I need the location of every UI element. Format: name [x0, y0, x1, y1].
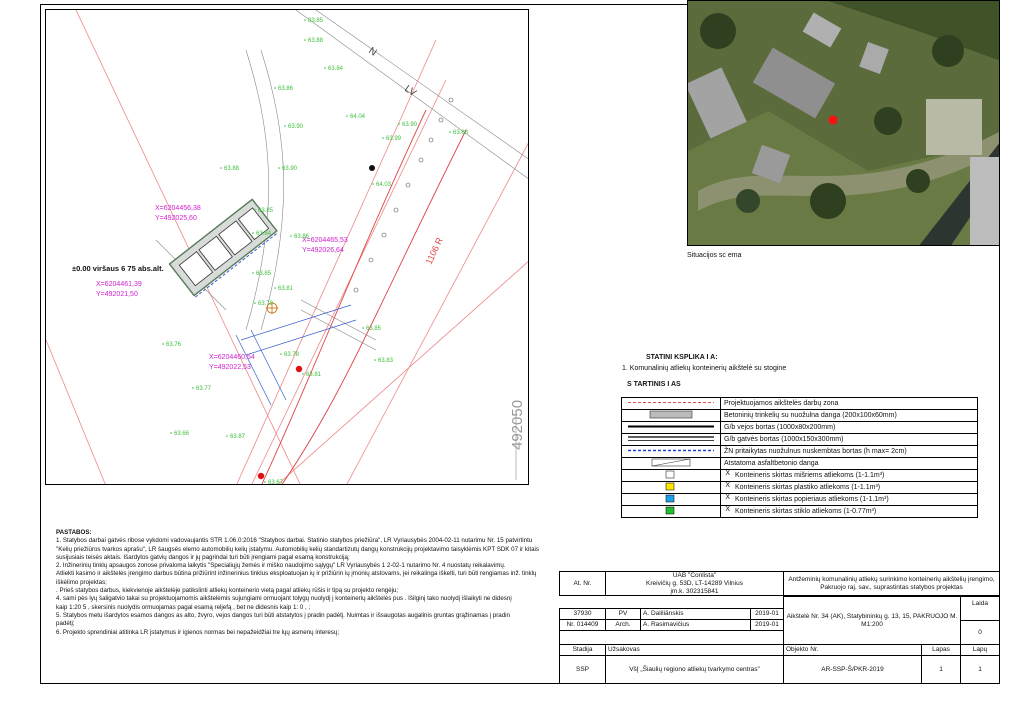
- elevation-spot: 63.66: [174, 431, 190, 437]
- notes-title: PASTABOS:: [56, 529, 92, 536]
- elevation-spot: 63.88: [453, 130, 469, 136]
- aerial-photo: [687, 0, 1000, 246]
- elevation-dot: [278, 167, 280, 169]
- elevation-dot: [226, 435, 228, 437]
- note-line: padėtį;: [56, 620, 75, 628]
- legend-row: [622, 434, 978, 446]
- legend-title-symbols: S TARTINIS I AS: [627, 381, 681, 388]
- legend-label: Konteineris skirtas plastiko atliekoms (1-1.1m³): [721, 482, 978, 494]
- note-line: . Prieš statybos darbus, kiekvienoje aikštelėje patikslinti atliekų konteinerio vietą pagal atliekų rūšis ir tipą su projekto rengėju;: [56, 587, 399, 595]
- elevation-dot: [346, 115, 348, 117]
- company-address: Kreivičių g. 53D, LT-14289 Vilnius: [646, 579, 743, 587]
- role: PV: [605, 608, 641, 620]
- coord-x-label: X=6204461,39: [96, 281, 142, 288]
- north-label: N: [366, 45, 379, 59]
- location-marker: [829, 116, 838, 125]
- note-line: 1. Statybos darbai gatvės ribose vykdomi vadovaujantis STR 1.06.0:2016 "Statybos darbai. Statinio statybos priežiūra", LR Vyriausybės 2004-02-11 nutarimu Nr. 15 patvirtintu: [56, 537, 533, 545]
- elevation-spot: 63.86: [278, 86, 294, 92]
- cert-number: 37930: [559, 608, 606, 620]
- elevation-spot: 63.79: [258, 301, 274, 307]
- legend-label: Betoninių trinkelių su nuožulna danga (200x100x60mm): [721, 410, 978, 422]
- coord-y-label: Y=492022,53: [209, 364, 251, 371]
- note-line: "Kelių priežiūros tvarkos aprašu", LR šaugsės elemo automobilių kelių įstatymu. Automobilių kelių standartizutų dangų konstrukcijų projektavimo taisyklėmis KPT SDK 07 ir kitais: [56, 545, 539, 553]
- elevation-dot: [449, 131, 451, 133]
- elevation-spot: 64.03: [376, 182, 392, 188]
- uzsakovas-value: VšĮ „Šiaulių regiono atliekų tvarkymo centras": [605, 655, 784, 684]
- container-mark: X: [725, 482, 730, 489]
- legend-symbol: [622, 458, 721, 470]
- legend-symbol: [622, 434, 721, 446]
- legend-row: [622, 422, 978, 434]
- elevation-spot: 63.77: [196, 386, 212, 392]
- coord-y-label: Y=492025,60: [155, 215, 197, 222]
- elevation-spot: 63.84: [256, 231, 272, 237]
- elevation-spot: 63.85: [258, 208, 274, 214]
- legend-symbol: [622, 446, 721, 458]
- elevation-spot: 63.81: [278, 286, 294, 292]
- elevation-spot: 63.84: [328, 66, 344, 72]
- person-name: A. Daliliānskis: [640, 608, 751, 620]
- legend-label: Konteineris skirtas popieriaus atliekoms (1-1.1m³): [721, 494, 978, 506]
- elevation-dot: [362, 327, 364, 329]
- side-coordinate: 492050: [509, 399, 526, 450]
- legend-item-1: 1. Komunalinių atliekų konteinerių aikštelė su stogine: [622, 365, 787, 372]
- elevation-dot: [254, 302, 256, 304]
- person-name: A. Rasimavičius: [640, 619, 751, 631]
- lapas-label: Lapas: [921, 644, 961, 656]
- objekto-label: Objekto Nr.: [783, 644, 922, 656]
- elevation-spot: 63.90: [282, 166, 298, 172]
- elevation-spot: 63.88: [308, 38, 324, 44]
- legend-symbol: [622, 398, 721, 410]
- date: 2019-01: [750, 608, 784, 620]
- legend-symbol: [622, 482, 730, 494]
- elevation-dot: [398, 123, 400, 125]
- legend-row: [622, 482, 978, 494]
- elevation-spot: 83.85: [308, 18, 324, 24]
- note-line: iškėlimo projektas;: [56, 578, 107, 586]
- elevation-dot: [192, 387, 194, 389]
- coord-y-label: Y=492021,50: [96, 291, 138, 298]
- note-line: 2. Inžinerinių tinklų apsaugos zonose privaloma laikytis "Specialiųjų žemės ir miško naudojimo sąlygų" LR Vyriausybės 1 2-02-1 nutarimo Nr. 4 nuostatų reikalavimų.: [56, 562, 506, 570]
- photo-caption: Situacijos sc ema: [687, 252, 742, 259]
- legend-row: [622, 506, 978, 518]
- elevation-dot: [324, 67, 326, 69]
- legend-label: Atstatoma asfaltbetonio danga: [721, 458, 978, 470]
- site-address: Aikštelė Nr. 34 (AK), Statybininkų g. 13, 15, PAKRUOJO M.: [786, 612, 958, 620]
- road-label: 1106 R: [423, 235, 445, 266]
- elevation-dot: [304, 19, 306, 21]
- elevation-dot: [274, 287, 276, 289]
- elevation-spot: 63.86: [294, 234, 310, 240]
- elevation-spot: 63.88: [224, 166, 240, 172]
- elevation-dot: [252, 272, 254, 274]
- legend-table: [621, 397, 978, 518]
- elevation-dot: [290, 235, 292, 237]
- elevation-spot: 63.99: [386, 136, 402, 142]
- elevation-spot: 63.90: [288, 124, 304, 130]
- note-line: 4. sami pės lyų šaligatvio takai su projektuojamomis aikštelėmis sujungiami ormuojant tolygų nuolydį į konteinerių aikštelės pus . Išilginį tako nuolydį išlaikyti ne didesnį: [56, 595, 512, 603]
- elevation-spot: 63.76: [166, 342, 182, 348]
- elevation-dot: [284, 125, 286, 127]
- elevation-dot: [220, 167, 222, 169]
- legend-label: ŽN pritaikytas nuožulnus nuskembtas bortas (h max= 2cm): [721, 446, 978, 458]
- company-name: UAB "Conlista": [672, 571, 717, 579]
- coord-x-label: X=6204460,54: [209, 354, 255, 361]
- elevation-label: ±0.00 viršaus 6 75 abs.alt.: [72, 264, 164, 273]
- legend-row: [622, 494, 978, 506]
- legend-label: G/b vejos bortas (1000x80x200mm): [721, 422, 978, 434]
- elevation-spot: 63.85: [366, 326, 382, 332]
- project-title: Antžeminių komunalinių atliekų surinkimo konteinerių aikštelių įrengimo, Pakruojo raj. sav., suprastintas statybos projektas: [783, 571, 1000, 596]
- legend-row: [622, 410, 978, 422]
- survey-point-red: [296, 366, 302, 372]
- legend-label: Konteineris skirtas mišriems atliekoms (1-1.1m³): [721, 470, 978, 482]
- elevation-dot: [264, 481, 266, 483]
- legend-label: Konteineris skirtas stiklo atliekoms (1-0.77m³): [721, 506, 978, 518]
- legend-label: Projektuojamos aikštelės darbų zona: [721, 398, 978, 410]
- note-line: kaip 1:20 5 , skersinis nuolydis ormuojamas pagal esamą reljefą , bet ne didesnis kaip 1: 0 , ;: [56, 603, 311, 611]
- company-code: įm.k. 302315841: [670, 587, 719, 595]
- date: 2019-01: [750, 619, 784, 631]
- note-line: Atliekti kasimo ir aikštelės įrengimo darbus būtina prižiūrint inžinerinius tinklus eksploatuojan ių ir prižiūrin ių įmonių atstovams, jei reikalinga iškelti, turi būti rengiamas inž. tinklų: [56, 570, 537, 578]
- legend-row: [622, 470, 978, 482]
- legend-symbol: [622, 422, 721, 434]
- stadija-label: Stadija: [559, 644, 606, 656]
- site-plan: [45, 9, 529, 485]
- container-mark: X: [725, 494, 730, 501]
- legend-title-explication: STATINI KSPLIKA I A:: [646, 354, 718, 361]
- container-mark: X: [725, 506, 730, 513]
- elevation-dot: [304, 39, 306, 41]
- elevation-dot: [254, 209, 256, 211]
- coord-x-label: X=6204456,38: [155, 205, 201, 212]
- legend-label: G/b gatvės bortas (1000x150x300mm): [721, 434, 978, 446]
- legend-row: [622, 446, 978, 458]
- note-line: susijusiais teisės aktais. Išardytos gatvių dangos ir jų pagrindai turi būti įrengiami pagal esamą konstrukciją;: [56, 553, 350, 561]
- note-line: 5. Statybos metu išardytos esamos dangos as alto, žvyro, vejos dangos turi būti atstatytos į pradin padėtį. Nuimtas ir išsaugotas augalinis gruntas grąžinamas į pradin: [56, 611, 510, 619]
- elevation-dot: [302, 373, 304, 375]
- objekto-value: AR-SSP-Š/PKR-2019: [783, 655, 922, 684]
- laida-value: 0: [960, 620, 1000, 645]
- survey-point-red: [258, 473, 264, 479]
- lapu-value: 1: [960, 655, 1000, 684]
- coord-y-label: Y=492026,64: [302, 247, 344, 254]
- role: Arch.: [605, 619, 641, 631]
- legend-symbol: [622, 470, 730, 482]
- survey-point-black: [369, 165, 375, 171]
- legend-symbol: [622, 410, 721, 422]
- legend-row: [622, 458, 978, 470]
- elevation-spot: 63.67: [268, 480, 284, 485]
- uzsakovas-label: Užsakovas: [605, 644, 784, 656]
- elevation-dot: [162, 343, 164, 345]
- stadija-value: SSP: [559, 655, 606, 684]
- site-plan-drawing: [46, 10, 529, 485]
- elevation-dot: [374, 359, 376, 361]
- drawing-scale: M1:200: [861, 620, 883, 628]
- elevation-spot: 63.87: [230, 434, 246, 440]
- lapas-value: 1: [921, 655, 961, 684]
- elevation-dot: [252, 232, 254, 234]
- coord-x-label: X=6204465,53: [302, 237, 348, 244]
- at-nr-label: At. Nr.: [559, 571, 606, 596]
- lapu-label: Lapų: [960, 644, 1000, 656]
- elevation-spot: 63.78: [284, 352, 300, 358]
- elevation-spot: 63.81: [306, 372, 322, 378]
- aerial-image: [688, 1, 1000, 246]
- elevation-dot: [382, 137, 384, 139]
- elevation-dot: [372, 183, 374, 185]
- elevation-spot: 63.83: [378, 358, 394, 364]
- legend-symbol: [622, 494, 730, 506]
- legend-symbol: [622, 506, 730, 518]
- container-mark: X: [725, 470, 730, 477]
- elevation-dot: [170, 432, 172, 434]
- laida-label: Laida: [960, 596, 1000, 621]
- elevation-dot: [280, 353, 282, 355]
- elevation-spot: 63.90: [402, 122, 418, 128]
- note-line: 6. Projekto sprendiniai atitinka LR įstatymus ir igienos normas bei nepažeidžiai tre lųų asmenų interesų;: [56, 628, 340, 636]
- elevation-spot: 63.85: [256, 271, 272, 277]
- notes-section: [56, 529, 571, 637]
- elevation-spot: 64.04: [350, 114, 366, 120]
- legend-row: [622, 398, 978, 410]
- north-label: LV: [402, 83, 419, 100]
- elevation-dot: [274, 87, 276, 89]
- cert-number: Nr. 014409: [559, 619, 606, 631]
